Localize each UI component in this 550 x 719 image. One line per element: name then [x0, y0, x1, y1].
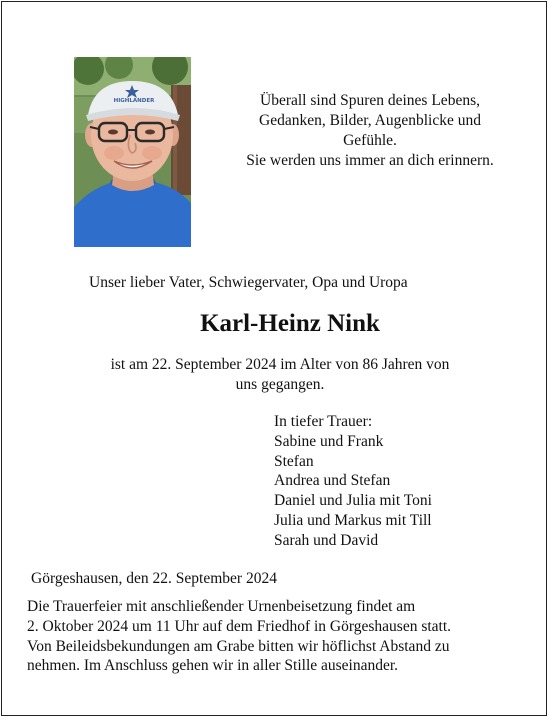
portrait-photo [74, 57, 191, 247]
service-line: 2. Oktober 2024 um 11 Uhr auf dem Friedhof in Görgeshausen statt. [27, 617, 452, 635]
mourners-heading: In tiefer Trauer: [274, 413, 373, 430]
relationship-intro: Unser lieber Vater, Schwiegervater, Opa und Uropa [89, 274, 408, 291]
portrait-image [74, 57, 191, 247]
quote-line: Gedanken, Bilder, Augenblicke und [259, 112, 481, 129]
mourner-name: Daniel und Julia mit Toni [274, 492, 432, 510]
memorial-quote [222, 91, 518, 171]
place-and-date: Görgeshausen, den 22. September 2024 [31, 570, 277, 587]
quote-line: Sie werden uns immer an dich erinnern. [246, 152, 494, 169]
service-line: Die Trauerfeier mit anschließender Urnenbeisetzung findet am [27, 598, 416, 615]
mourner-name: Sabine und Frank [274, 432, 384, 450]
service-line: nehmen. Im Anschluss gehen wir in aller Stille auseinander. [27, 657, 399, 675]
service-line: Von Beileidsbekundungen am Grabe bitten wir höflichst Abstand zu [27, 637, 450, 655]
mourners-list [274, 412, 432, 551]
passing-line: uns gegangen. [235, 376, 325, 393]
quote-line: Überall sind Spuren deines Lebens, [260, 92, 480, 109]
deceased-name: Karl-Heinz Nink [200, 310, 380, 337]
mourner-name: Stefan [274, 452, 314, 470]
passing-line: ist am 22. September 2024 im Alter von 86 Jahren von [110, 356, 450, 373]
quote-line: Gefühle. [343, 132, 397, 149]
mourner-name: Julia und Markus mit Till [274, 511, 432, 529]
mourner-name: Andrea und Stefan [274, 472, 391, 490]
mourner-name: Sarah und David [274, 531, 379, 549]
service-details [27, 597, 527, 676]
cap-lettering: HIGHLANDER [113, 98, 155, 104]
passing-statement [80, 355, 480, 395]
